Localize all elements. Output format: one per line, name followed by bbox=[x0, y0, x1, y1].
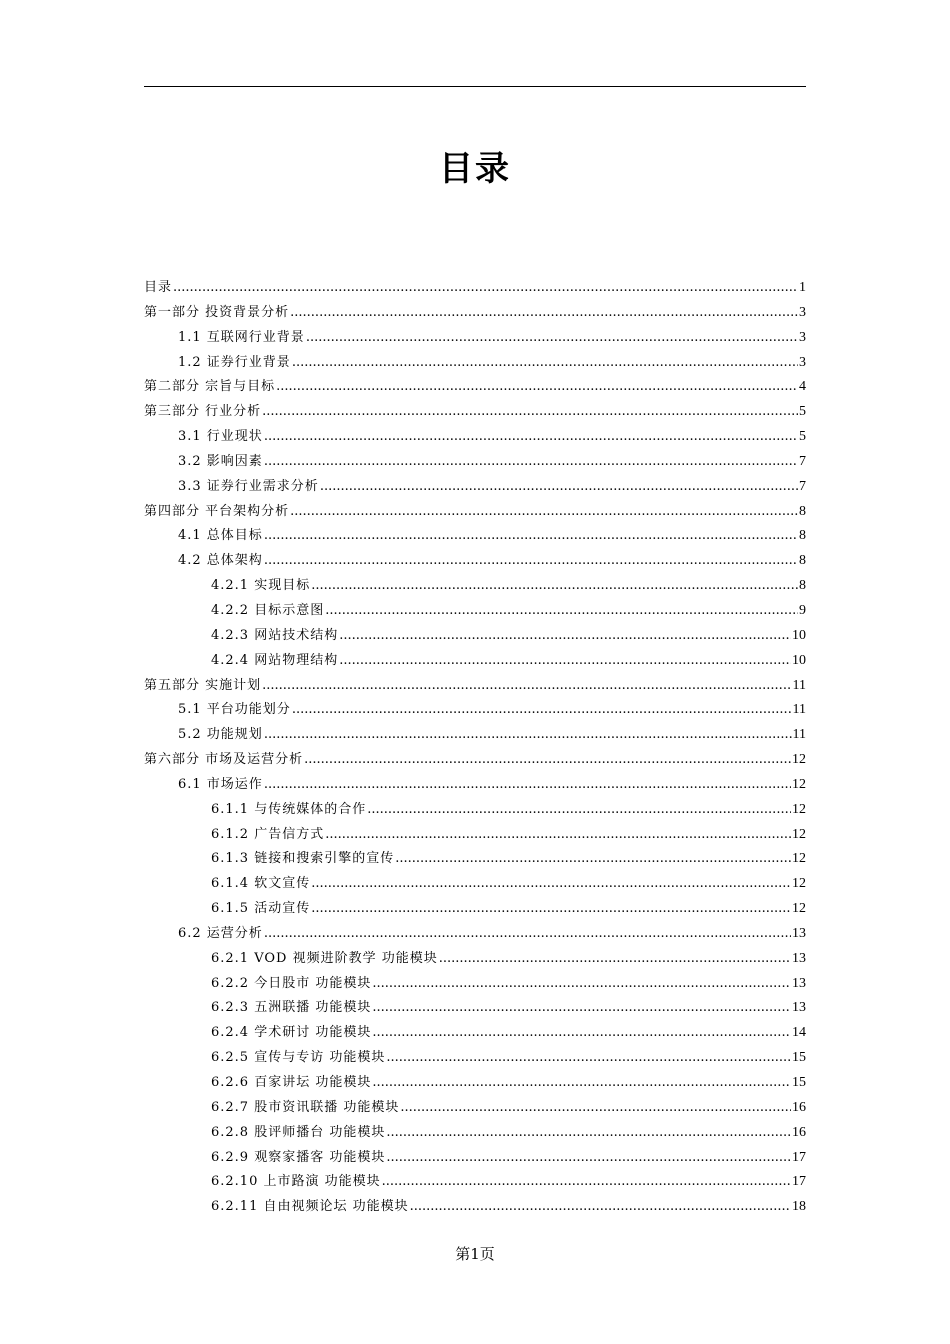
toc-entry-title: 6.1 市场运作 bbox=[178, 776, 263, 792]
toc-entry[interactable] bbox=[144, 897, 806, 922]
toc-entry-page: 17 bbox=[792, 1174, 806, 1190]
table-of-contents bbox=[144, 276, 806, 1220]
toc-entry-title: 1.1 互联网行业背景 bbox=[178, 329, 305, 345]
toc-entry-page: 9 bbox=[799, 602, 806, 618]
toc-entry-page: 8 bbox=[799, 578, 806, 594]
toc-entry-page: 13 bbox=[792, 1000, 806, 1016]
toc-entry-title: 第五部分 实施计划 bbox=[144, 677, 262, 693]
toc-entry-page: 3 bbox=[799, 329, 806, 345]
toc-entry[interactable] bbox=[144, 872, 806, 897]
toc-dot-leader bbox=[382, 1170, 791, 1195]
toc-entry-title: 6.2.10 上市路演 功能模块 bbox=[211, 1174, 381, 1190]
toc-entry[interactable] bbox=[144, 276, 806, 301]
toc-entry-page: 8 bbox=[799, 553, 806, 569]
toc-entry-page: 13 bbox=[792, 925, 806, 941]
toc-entry-title: 6.2.8 股评师播台 功能模块 bbox=[211, 1124, 386, 1140]
toc-dot-leader bbox=[372, 1071, 791, 1096]
toc-dot-leader bbox=[304, 748, 791, 773]
toc-entry-page: 12 bbox=[792, 851, 806, 867]
toc-dot-leader bbox=[410, 1195, 791, 1220]
toc-entry-title: 4.2.1 实现目标 bbox=[211, 578, 311, 594]
toc-entry[interactable] bbox=[144, 674, 806, 699]
toc-entry[interactable] bbox=[144, 798, 806, 823]
toc-dot-leader bbox=[339, 649, 791, 674]
toc-entry-title: 第一部分 投资背景分析 bbox=[144, 304, 290, 320]
toc-entry-page: 5 bbox=[799, 404, 806, 420]
toc-entry[interactable] bbox=[144, 1170, 806, 1195]
toc-dot-leader bbox=[264, 773, 791, 798]
toc-entry-title: 目录 bbox=[144, 280, 173, 295]
toc-dot-leader bbox=[264, 549, 798, 574]
toc-entry[interactable] bbox=[144, 947, 806, 972]
toc-entry-title: 6.2.4 学术研讨 功能模块 bbox=[211, 1025, 372, 1041]
toc-entry-page: 12 bbox=[792, 901, 806, 917]
page-title: 目录 bbox=[439, 149, 511, 189]
toc-entry[interactable] bbox=[144, 1121, 806, 1146]
toc-entry-page: 3 bbox=[799, 354, 806, 370]
toc-dot-leader bbox=[439, 947, 791, 972]
toc-entry[interactable] bbox=[144, 425, 806, 450]
toc-dot-leader bbox=[264, 450, 798, 475]
toc-entry-title: 6.2 运营分析 bbox=[178, 925, 263, 941]
toc-entry-page: 18 bbox=[792, 1199, 806, 1215]
toc-entry-page: 1 bbox=[799, 280, 806, 295]
toc-dot-leader bbox=[262, 674, 791, 699]
toc-entry-page: 12 bbox=[792, 876, 806, 892]
toc-entry-page: 12 bbox=[792, 752, 806, 768]
toc-entry-title: 4.2.4 网站物理结构 bbox=[211, 652, 339, 668]
toc-dot-leader bbox=[311, 872, 791, 897]
toc-dot-leader bbox=[311, 897, 791, 922]
toc-entry[interactable] bbox=[144, 972, 806, 997]
toc-dot-leader bbox=[264, 723, 792, 748]
toc-entry[interactable] bbox=[144, 351, 806, 376]
toc-entry-page: 11 bbox=[792, 702, 806, 718]
toc-entry[interactable] bbox=[144, 1195, 806, 1220]
toc-dot-leader bbox=[339, 624, 791, 649]
toc-entry-title: 6.1.3 链接和搜索引擎的宣传 bbox=[211, 851, 395, 867]
toc-entry-title: 3.2 影响因素 bbox=[178, 453, 263, 469]
toc-entry-page: 17 bbox=[792, 1149, 806, 1165]
toc-entry-page: 15 bbox=[792, 1075, 806, 1090]
toc-entry-title: 4.1 总体目标 bbox=[178, 528, 263, 544]
toc-entry-title: 6.1.5 活动宣传 bbox=[211, 901, 311, 917]
toc-entry-title: 5.1 平台功能划分 bbox=[178, 702, 291, 718]
toc-entry[interactable] bbox=[144, 574, 806, 599]
toc-entry-page: 12 bbox=[792, 826, 806, 842]
toc-entry-page: 16 bbox=[792, 1099, 806, 1115]
toc-entry-page: 7 bbox=[799, 478, 806, 494]
toc-entry-title: 4.2.3 网站技术结构 bbox=[211, 627, 339, 643]
toc-entry[interactable] bbox=[144, 847, 806, 872]
toc-dot-leader bbox=[325, 823, 791, 848]
toc-entry-title: 6.1.2 广告信方式 bbox=[211, 826, 325, 842]
toc-entry[interactable] bbox=[144, 524, 806, 549]
toc-entry-title: 第二部分 宗旨与目标 bbox=[144, 379, 276, 395]
page-number: 第1页 bbox=[455, 1245, 495, 1263]
toc-entry-page: 10 bbox=[792, 652, 806, 668]
toc-entry[interactable] bbox=[144, 475, 806, 500]
toc-entry-title: 1.2 证券行业背景 bbox=[178, 354, 291, 370]
toc-dot-leader bbox=[292, 351, 798, 376]
toc-entry-title: 6.2.5 宣传与专访 功能模块 bbox=[211, 1050, 386, 1066]
toc-dot-leader bbox=[173, 276, 798, 301]
toc-entry[interactable] bbox=[144, 1071, 806, 1096]
toc-entry[interactable] bbox=[144, 922, 806, 947]
toc-entry-title: 6.2.2 今日股市 功能模块 bbox=[211, 975, 372, 991]
toc-entry[interactable] bbox=[144, 1021, 806, 1046]
toc-dot-leader bbox=[290, 500, 798, 525]
toc-entry-title: 4.2.2 目标示意图 bbox=[211, 602, 325, 618]
toc-entry[interactable] bbox=[144, 549, 806, 574]
toc-dot-leader bbox=[290, 301, 798, 326]
toc-dot-leader bbox=[264, 425, 798, 450]
toc-entry-page: 7 bbox=[799, 453, 806, 469]
toc-entry-title: 第三部分 行业分析 bbox=[144, 404, 262, 420]
toc-entry[interactable] bbox=[144, 400, 806, 425]
toc-entry-page: 16 bbox=[792, 1124, 806, 1140]
toc-dot-leader bbox=[264, 524, 798, 549]
toc-dot-leader bbox=[400, 1096, 791, 1121]
toc-dot-leader bbox=[372, 996, 791, 1021]
toc-entry-title: 4.2 总体架构 bbox=[178, 553, 263, 569]
toc-entry-title: 6.2.6 百家讲坛 功能模块 bbox=[211, 1075, 372, 1090]
toc-entry-page: 12 bbox=[792, 801, 806, 817]
toc-entry[interactable] bbox=[144, 599, 806, 624]
toc-dot-leader bbox=[292, 698, 792, 723]
toc-entry[interactable] bbox=[144, 1046, 806, 1071]
toc-entry-page: 3 bbox=[799, 304, 806, 320]
toc-entry-page: 11 bbox=[792, 677, 806, 693]
toc-entry-title: 5.2 功能规划 bbox=[178, 727, 263, 743]
header-rule bbox=[144, 86, 806, 87]
toc-entry-title: 第六部分 市场及运营分析 bbox=[144, 752, 304, 768]
toc-entry-title: 6.1.4 软文宣传 bbox=[211, 876, 311, 892]
toc-entry-page: 4 bbox=[799, 379, 806, 395]
toc-entry[interactable] bbox=[144, 698, 806, 723]
toc-dot-leader bbox=[372, 1021, 791, 1046]
toc-entry[interactable] bbox=[144, 1096, 806, 1121]
toc-entry-page: 12 bbox=[792, 776, 806, 792]
toc-entry[interactable] bbox=[144, 823, 806, 848]
toc-entry[interactable] bbox=[144, 326, 806, 351]
toc-dot-leader bbox=[306, 326, 798, 351]
toc-entry-page: 8 bbox=[799, 503, 806, 519]
toc-dot-leader bbox=[264, 922, 791, 947]
toc-entry-title: 6.2.9 观察家播客 功能模块 bbox=[211, 1149, 386, 1165]
toc-entry-page: 13 bbox=[792, 950, 806, 966]
toc-entry[interactable] bbox=[144, 1146, 806, 1171]
toc-dot-leader bbox=[386, 1146, 791, 1171]
toc-entry-page: 10 bbox=[792, 627, 806, 643]
toc-dot-leader bbox=[372, 972, 791, 997]
toc-dot-leader bbox=[311, 574, 798, 599]
toc-entry[interactable] bbox=[144, 450, 806, 475]
toc-entry[interactable] bbox=[144, 301, 806, 326]
toc-dot-leader bbox=[395, 847, 791, 872]
toc-dot-leader bbox=[386, 1121, 791, 1146]
toc-entry-page: 5 bbox=[799, 429, 806, 445]
toc-entry-title: 6.2.11 自由视频论坛 功能模块 bbox=[211, 1199, 409, 1215]
toc-entry-title: 3.3 证券行业需求分析 bbox=[178, 478, 319, 494]
toc-entry-title: 6.1.1 与传统媒体的合作 bbox=[211, 801, 367, 817]
toc-entry-title: 3.1 行业现状 bbox=[178, 429, 263, 445]
toc-entry[interactable] bbox=[144, 723, 806, 748]
toc-entry-title: 第四部分 平台架构分析 bbox=[144, 503, 290, 519]
toc-entry[interactable] bbox=[144, 375, 806, 400]
toc-entry[interactable] bbox=[144, 649, 806, 674]
toc-dot-leader bbox=[320, 475, 798, 500]
toc-entry-page: 15 bbox=[792, 1050, 806, 1066]
toc-entry[interactable] bbox=[144, 624, 806, 649]
toc-dot-leader bbox=[276, 375, 798, 400]
toc-entry-title: 6.2.1 VOD 视频进阶教学 功能模块 bbox=[211, 950, 438, 966]
toc-entry[interactable] bbox=[144, 996, 806, 1021]
toc-entry-title: 6.2.3 五洲联播 功能模块 bbox=[211, 1000, 372, 1016]
toc-dot-leader bbox=[386, 1046, 791, 1071]
toc-entry-page: 8 bbox=[799, 528, 806, 544]
toc-dot-leader bbox=[262, 400, 798, 425]
toc-entry[interactable] bbox=[144, 773, 806, 798]
toc-entry[interactable] bbox=[144, 500, 806, 525]
toc-entry-page: 11 bbox=[792, 727, 806, 743]
toc-entry[interactable] bbox=[144, 748, 806, 773]
toc-entry-page: 13 bbox=[792, 975, 806, 991]
toc-dot-leader bbox=[325, 599, 798, 624]
toc-dot-leader bbox=[367, 798, 791, 823]
toc-entry-title: 6.2.7 股市资讯联播 功能模块 bbox=[211, 1099, 400, 1115]
toc-entry-page: 14 bbox=[792, 1025, 806, 1041]
